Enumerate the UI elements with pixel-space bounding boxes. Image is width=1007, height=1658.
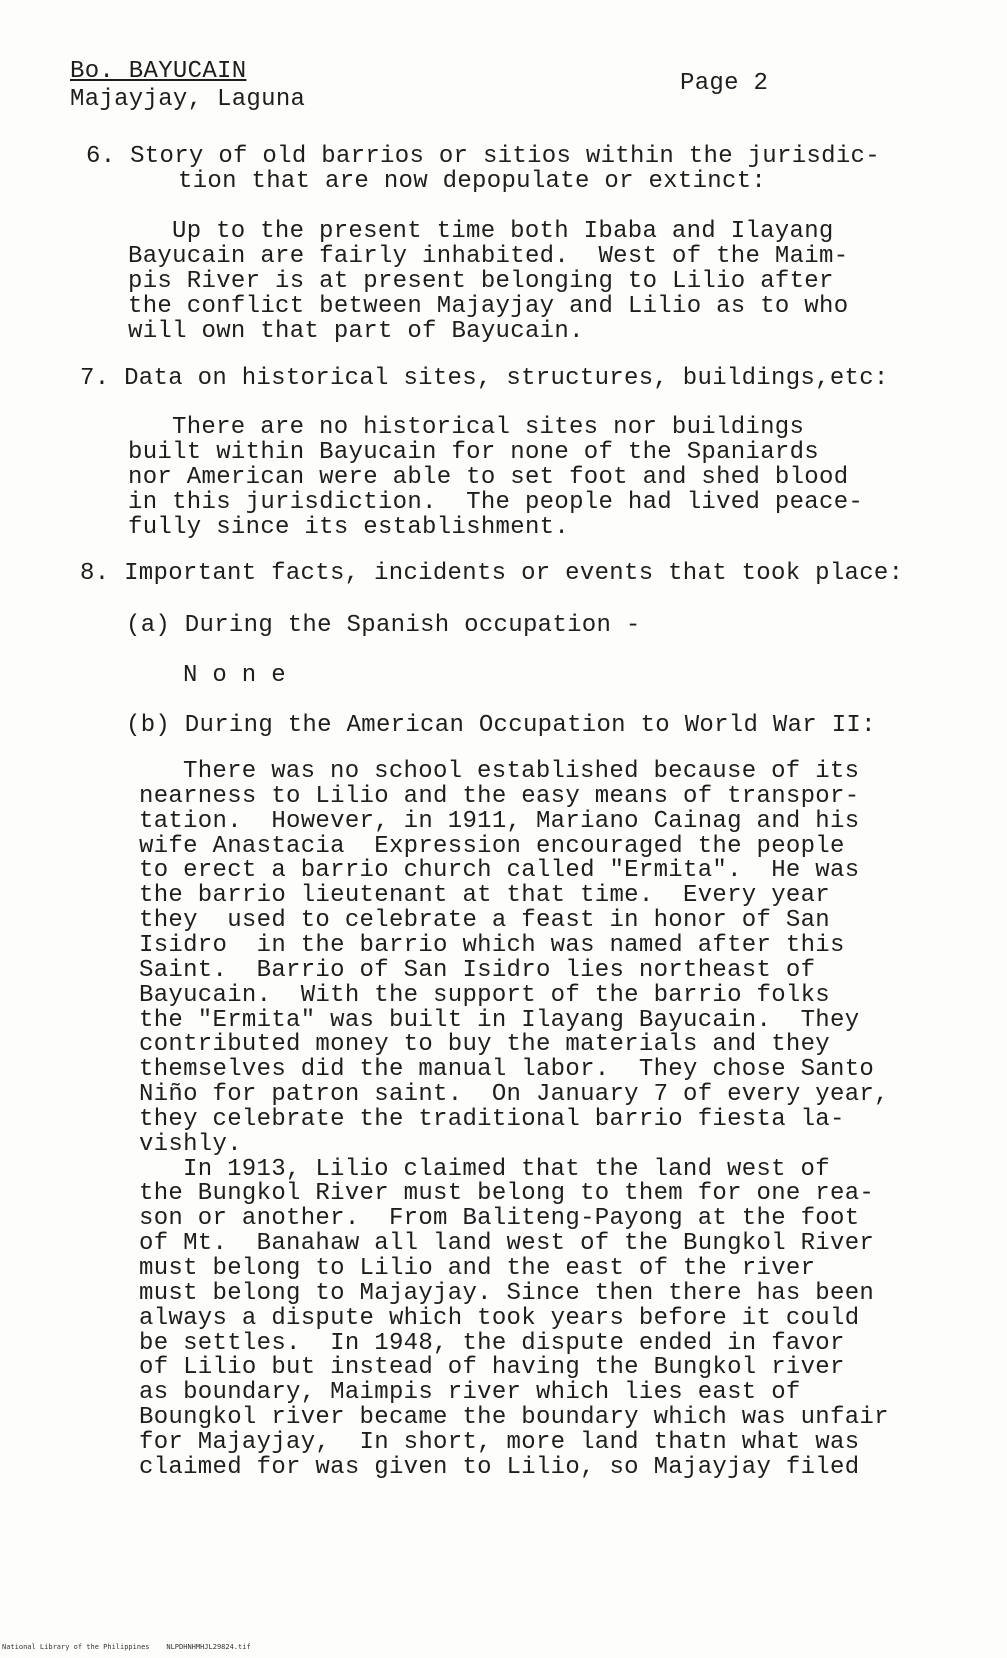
section-8b-body-line: There was no school established because of its	[183, 758, 860, 785]
section-8b-body-line: always a dispute which took years before it could	[139, 1305, 860, 1332]
section-8b-body-line: the Bungkol River must belong to them for one rea-	[139, 1180, 875, 1207]
section-8b-body-line: themselves did the manual labor. They chose Santo	[139, 1056, 875, 1083]
section-8b-body-line: son or another. From Baliteng-Payong at the foot	[139, 1205, 860, 1232]
section-8-heading: 8. Important facts, incidents or events that took place:	[80, 560, 904, 587]
section-6-body-line: the conflict between Majayjay and Lilio as to who	[128, 293, 849, 320]
section-8b-body-line: contributed money to buy the materials and they	[139, 1031, 831, 1058]
section-6-heading-line-2: tion that are now depopulate or extinct:	[178, 168, 767, 195]
section-8b-body-line: Isidro in the barrio which was named after this	[139, 932, 845, 959]
section-7-body-line: There are no historical sites nor buildings	[172, 414, 805, 441]
section-8b-body-line: they celebrate the traditional barrio fiesta la-	[139, 1106, 845, 1133]
section-8b-body-line: nearness to Lilio and the easy means of transpor-	[139, 783, 860, 810]
section-8b-body-line: In 1913, Lilio claimed that the land west of	[183, 1156, 830, 1183]
section-7-body-line: in this jurisdiction. The people had lived peace-	[128, 489, 864, 516]
section-7-body-line: fully since its establishment.	[128, 514, 570, 541]
section-8b-body-line: must belong to Lilio and the east of the river	[139, 1255, 816, 1282]
section-8b-body-line: they used to celebrate a feast in honor of San	[139, 907, 831, 934]
section-8b-body-line: Boungkol river became the boundary which was unfair	[139, 1404, 889, 1431]
page-footer	[2, 1643, 251, 1651]
section-6-body-line: pis River is at present belonging to Lilio after	[128, 268, 834, 295]
page-number: Page 2	[680, 70, 769, 97]
section-8b-body-line: be settles. In 1948, the dispute ended in favor	[139, 1330, 845, 1357]
section-8b-body-line: the barrio lieutenant at that time. Every year	[139, 882, 831, 909]
section-8b-body-line: must belong to Majayjay. Since then there has been	[139, 1280, 875, 1307]
barrio-name: Bo. BAYUCAIN	[70, 58, 247, 85]
section-7-body-line: built within Bayucain for none of the Spaniards	[128, 439, 820, 466]
section-7-heading: 7. Data on historical sites, structures, buildings,etc:	[80, 365, 889, 392]
section-8b-body-line: Saint. Barrio of San Isidro lies northeast of	[139, 957, 816, 984]
section-8b-body-line: the "Ermita" was built in Ilayang Bayucain. They	[139, 1007, 860, 1034]
section-8b-body-line: as boundary, Maimpis river which lies east of	[139, 1379, 801, 1406]
section-8b-body-line: to erect a barrio church called "Ermita". He was	[139, 857, 860, 884]
town-name: Majayjay, Laguna	[70, 86, 306, 113]
section-8a-heading: (a) During the Spanish occupation -	[126, 612, 641, 639]
section-8b-body-line: wife Anastacia Expression encouraged the people	[139, 833, 845, 860]
section-8b-body-line: Niño for patron saint. On January 7 of every year,	[139, 1081, 889, 1108]
section-8a-body: N o n e	[183, 662, 286, 689]
section-8b-heading: (b) During the American Occupation to World War II:	[126, 712, 876, 739]
section-8b-body-line: claimed for was given to Lilio, so Majayjay filed	[139, 1454, 860, 1481]
section-8b-body-line: of Lilio but instead of having the Bungkol river	[139, 1354, 845, 1381]
footer-library: National Library of the Philippines	[2, 1643, 150, 1651]
footer-file-id: NLPDHNHMHJL29824.tif	[166, 1643, 251, 1651]
section-8b-body-line: vishly.	[139, 1131, 242, 1158]
section-8b-body-line: Bayucain. With the support of the barrio folks	[139, 982, 831, 1009]
section-6-body-line: Bayucain are fairly inhabited. West of the Maim-	[128, 243, 849, 270]
section-6-heading-line-1: 6. Story of old barrios or sitios within the jurisdic-	[86, 143, 880, 170]
section-8b-body-line: of Mt. Banahaw all land west of the Bungkol River	[139, 1230, 875, 1257]
section-7-body-line: nor American were able to set foot and shed blood	[128, 464, 849, 491]
section-6-body-line: Up to the present time both Ibaba and Ilayang	[172, 218, 834, 245]
section-8b-body-line: for Majayjay, In short, more land thatn what was	[139, 1429, 860, 1456]
section-8b-body-line: tation. However, in 1911, Mariano Cainag and his	[139, 808, 860, 835]
section-6-body-line: will own that part of Bayucain.	[128, 318, 584, 345]
